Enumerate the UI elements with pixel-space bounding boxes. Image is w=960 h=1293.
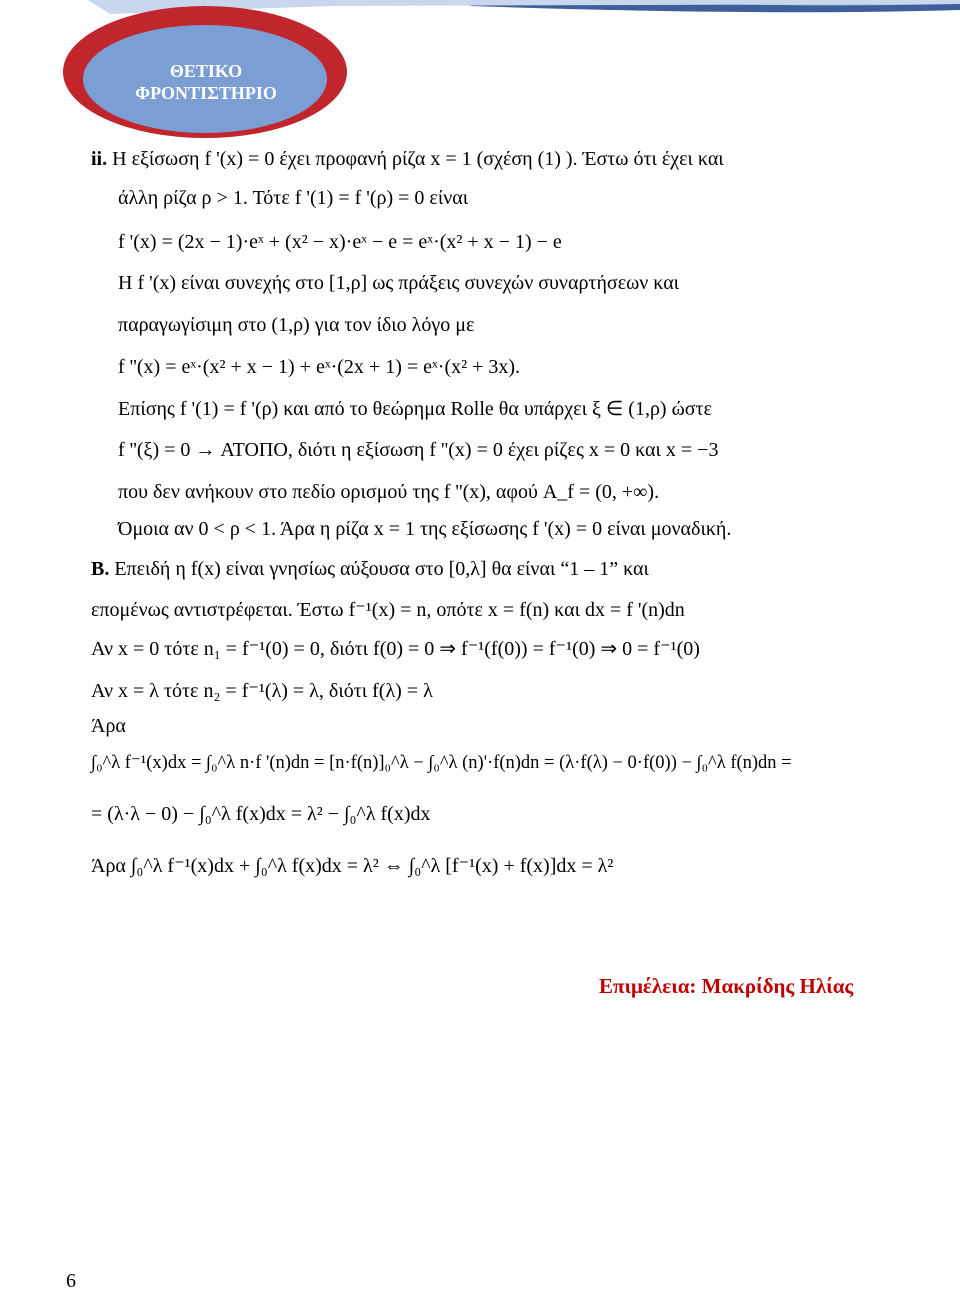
text-line-5: παραγωγίσιμη στο (1,ρ) για τον ίδιο λόγο με: [118, 314, 475, 336]
logo-line-2: ΦΡΟΝΤΙΣΤΗΡΙΟ: [135, 83, 277, 103]
part-b-line: [91, 556, 649, 582]
logo: [118, 60, 294, 104]
page-number: 6: [66, 1270, 76, 1292]
text-line-14: Αν x = λ τότε n₂ = f⁻¹(λ) = λ, διότι f(λ) = λ: [91, 680, 433, 702]
text-line-12: επομένως αντιστρέφεται. Έστω f⁻¹(x) = n, οπότε x = f(n) και dx = f '(n)dn: [91, 599, 685, 621]
integral-line-1: ∫₀^λ f⁻¹(x)dx = ∫₀^λ n·f '(n)dn = [n·f(n)]₀^λ − ∫₀^λ (n)'·f(n)dn = (λ·f(λ) − 0·f(0)) − ∫₀^λ f(n)dn =: [91, 753, 792, 773]
text-line-7: Επίσης f '(1) = f '(ρ) και από το θεώρημα Rolle θα υπάρχει ξ ∈ (1,ρ) ώστε: [118, 398, 712, 420]
text-line-9: που δεν ανήκουν στο πεδίο ορισμού της f ''(x), αφού A_f = (0, +∞).: [118, 481, 660, 503]
text-line-10: Όμοια αν 0 < ρ < 1. Άρα η ρίζα x = 1 της εξίσωσης f '(x) = 0 είναι μοναδική.: [118, 518, 732, 540]
author-signature: Επιμέλεια: Μακρίδης Ηλίας: [599, 974, 854, 998]
text-line-11: Επειδή η f(x) είναι γνησίως αύξουσα στο [0,λ] θα είναι “1 – 1” και: [114, 558, 649, 580]
text-line-8: f ''(ξ) = 0 → ΑΤΟΠΟ, διότι η εξίσωση f ''(x) = 0 έχει ρίζες x = 0 και x = −3: [118, 439, 719, 461]
text-line-1: Η εξίσωση f '(x) = 0 έχει προφανή ρίζα x = 1 (σχέση (1) ). Έστω ότι έχει και: [112, 148, 724, 170]
line-ii: [91, 146, 724, 172]
text-line-4: Η f '(x) είναι συνεχής στο [1,ρ] ως πράξεις συνεχών συναρτήσεων και: [118, 272, 680, 294]
integral-line-3: Άρα ∫₀^λ f⁻¹(x)dx + ∫₀^λ f(x)dx = λ² ⇔ ∫₀^λ [f⁻¹(x) + f(x)]dx = λ²: [91, 855, 614, 877]
label-ii: ii.: [91, 148, 108, 170]
text-line-2: άλλη ρίζα ρ > 1. Τότε f '(1) = f '(ρ) = 0 είναι: [118, 187, 469, 209]
text-line-15: Άρα: [91, 715, 126, 737]
logo-line-1: ΘΕΤΙΚΟ: [169, 61, 243, 81]
derivative-line: f '(x) = (2x − 1)·eˣ + (x² − x)·eˣ − e = eˣ·(x² + x − 1) − e: [118, 231, 562, 253]
label-b: Β.: [91, 558, 110, 580]
second-derivative-line: f ''(x) = eˣ·(x² + x − 1) + eˣ·(2x + 1) = eˣ·(x² + 3x).: [118, 356, 521, 378]
integral-line-2: = (λ·λ − 0) − ∫₀^λ f(x)dx = λ² − ∫₀^λ f(x)dx: [91, 803, 431, 825]
text-line-13: Αν x = 0 τότε n₁ = f⁻¹(0) = 0, διότι f(0) = 0 ⇒ f⁻¹(f(0)) = f⁻¹(0) ⇒ 0 = f⁻¹(0): [91, 638, 700, 660]
